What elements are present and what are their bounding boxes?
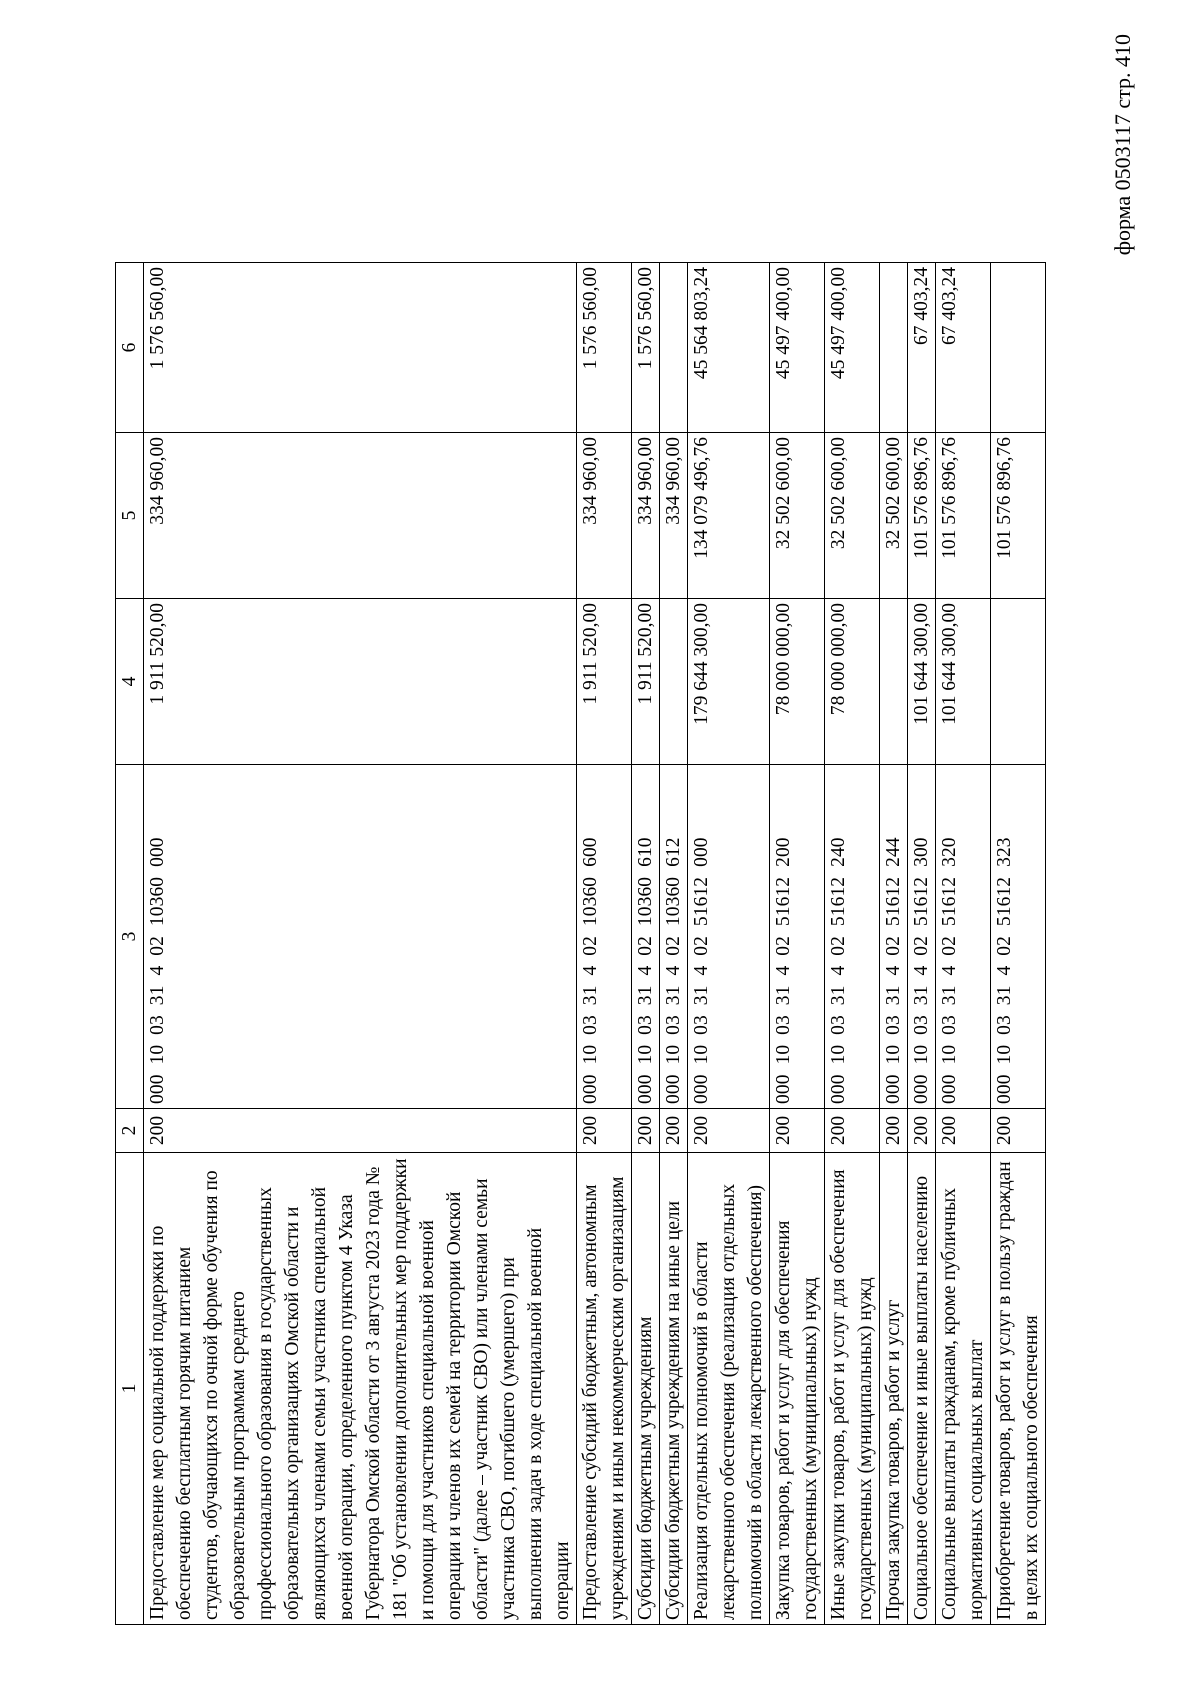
row-executed: 101 576 896,76 bbox=[991, 433, 1046, 599]
row-line-code: 200 bbox=[908, 1109, 936, 1153]
row-budget-code: 000 10 03 31 4 02 51612 000 bbox=[688, 765, 770, 1109]
row-approved bbox=[880, 599, 908, 765]
table-row bbox=[908, 263, 936, 1625]
column-header: 5 bbox=[116, 433, 144, 599]
row-name: Прочая закупка товаров, работ и услуг bbox=[880, 1153, 908, 1625]
row-executed: 32 502 600,00 bbox=[880, 433, 908, 599]
row-executed: 134 079 496,76 bbox=[688, 433, 770, 599]
row-line-code: 200 bbox=[660, 1109, 688, 1153]
column-header: 6 bbox=[116, 263, 144, 433]
row-executed: 334 960,00 bbox=[660, 433, 688, 599]
row-line-code: 200 bbox=[632, 1109, 660, 1153]
row-budget-code: 000 10 03 31 4 02 51612 323 bbox=[991, 765, 1046, 1109]
column-header: 3 bbox=[116, 765, 144, 1109]
row-approved: 179 644 300,00 bbox=[688, 599, 770, 765]
row-name: Закупка товаров, работ и услуг для обеспечения государственных (муниципальных) нужд bbox=[770, 1153, 825, 1625]
row-approved bbox=[991, 599, 1046, 765]
row-approved: 1 911 520,00 bbox=[577, 599, 632, 765]
row-budget-code: 000 10 03 31 4 02 51612 200 bbox=[770, 765, 825, 1109]
row-name: Приобретение товаров, работ и услуг в пользу граждан в целях их социального обеспечения bbox=[991, 1153, 1046, 1625]
table-row bbox=[880, 263, 908, 1625]
row-approved bbox=[660, 599, 688, 765]
row-name: Субсидии бюджетным учреждениям bbox=[632, 1153, 660, 1625]
row-approved: 78 000 000,00 bbox=[825, 599, 880, 765]
table-row bbox=[936, 263, 991, 1625]
row-budget-code: 000 10 03 31 4 02 51612 244 bbox=[880, 765, 908, 1109]
row-line-code: 200 bbox=[688, 1109, 770, 1153]
row-approved: 1 911 520,00 bbox=[632, 599, 660, 765]
table-row bbox=[688, 263, 770, 1625]
row-approved: 101 644 300,00 bbox=[936, 599, 991, 765]
row-unexecuted: 45 497 400,00 bbox=[825, 263, 880, 433]
row-unexecuted bbox=[660, 263, 688, 433]
row-budget-code: 000 10 03 31 4 02 10360 610 bbox=[632, 765, 660, 1109]
row-budget-code: 000 10 03 31 4 02 10360 600 bbox=[577, 765, 632, 1109]
budget-execution-table bbox=[115, 262, 1046, 1625]
row-approved: 101 644 300,00 bbox=[908, 599, 936, 765]
table-row bbox=[632, 263, 660, 1625]
table-row bbox=[577, 263, 632, 1625]
row-unexecuted: 67 403,24 bbox=[908, 263, 936, 433]
row-executed: 101 576 896,76 bbox=[936, 433, 991, 599]
row-approved: 1 911 520,00 bbox=[144, 599, 577, 765]
row-name: Иные закупки товаров, работ и услуг для обеспечения государственных (муниципальных) нужд bbox=[825, 1153, 880, 1625]
row-line-code: 200 bbox=[144, 1109, 577, 1153]
row-line-code: 200 bbox=[991, 1109, 1046, 1153]
row-line-code: 200 bbox=[880, 1109, 908, 1153]
row-budget-code: 000 10 03 31 4 02 51612 240 bbox=[825, 765, 880, 1109]
row-name: Предоставление субсидий бюджетным, автономным учреждениям и иным некоммерческим организациям bbox=[577, 1153, 632, 1625]
row-line-code: 200 bbox=[936, 1109, 991, 1153]
row-budget-code: 000 10 03 31 4 02 10360 000 bbox=[144, 765, 577, 1109]
row-executed: 32 502 600,00 bbox=[770, 433, 825, 599]
row-line-code: 200 bbox=[577, 1109, 632, 1153]
row-line-code: 200 bbox=[770, 1109, 825, 1153]
column-header: 2 bbox=[116, 1109, 144, 1153]
row-unexecuted: 67 403,24 bbox=[936, 263, 991, 433]
row-unexecuted bbox=[880, 263, 908, 433]
column-number-row bbox=[116, 263, 144, 1625]
row-name: Социальное обеспечение и иные выплаты населению bbox=[908, 1153, 936, 1625]
row-unexecuted: 45 564 803,24 bbox=[688, 263, 770, 433]
row-name: Предоставление мер социальной поддержки по обеспечению бесплатным горячим питанием студентов, обучающихся по очной форме обучения по образовательным программам среднего профессионального образования в государственных образовательных организациях Омской области и являющихся членами семьи участника специальной военной операции, определенного пунктом 4 Указа Губернатора Омской области от 3 августа 2023 года № 181 "Об установлении дополнительных мер поддержки и помощи для участников специальной военной операции и членов их семей на территории Омской области" (далее – участник СВО) или членами семьи участника СВО, погибшего (умершего) при выполнении задач в ходе специальной военной операции bbox=[144, 1153, 577, 1625]
row-line-code: 200 bbox=[825, 1109, 880, 1153]
table-row bbox=[991, 263, 1046, 1625]
row-approved: 78 000 000,00 bbox=[770, 599, 825, 765]
row-executed: 334 960,00 bbox=[632, 433, 660, 599]
row-budget-code: 000 10 03 31 4 02 51612 300 bbox=[908, 765, 936, 1109]
row-budget-code: 000 10 03 31 4 02 10360 612 bbox=[660, 765, 688, 1109]
form-page-label: форма 0503117 стр. 410 bbox=[1110, 34, 1135, 256]
row-executed: 101 576 896,76 bbox=[908, 433, 936, 599]
table-row bbox=[660, 263, 688, 1625]
column-header: 1 bbox=[116, 1153, 144, 1625]
row-unexecuted: 1 576 560,00 bbox=[144, 263, 577, 433]
row-name: Реализация отдельных полномочий в области лекарственного обеспечения (реализация отдельных полномочий в области лекарственного обеспечения) bbox=[688, 1153, 770, 1625]
row-unexecuted: 1 576 560,00 bbox=[632, 263, 660, 433]
row-executed: 32 502 600,00 bbox=[825, 433, 880, 599]
row-budget-code: 000 10 03 31 4 02 51612 320 bbox=[936, 765, 991, 1109]
row-unexecuted: 45 497 400,00 bbox=[770, 263, 825, 433]
row-unexecuted bbox=[991, 263, 1046, 433]
column-header: 4 bbox=[116, 599, 144, 765]
table-row bbox=[144, 263, 577, 1625]
row-executed: 334 960,00 bbox=[577, 433, 632, 599]
table-row bbox=[770, 263, 825, 1625]
row-name: Субсидии бюджетным учреждениям на иные цели bbox=[660, 1153, 688, 1625]
row-unexecuted: 1 576 560,00 bbox=[577, 263, 632, 433]
row-name: Социальные выплаты гражданам, кроме публичных нормативных социальных выплат bbox=[936, 1153, 991, 1625]
table-row bbox=[825, 263, 880, 1625]
row-executed: 334 960,00 bbox=[144, 433, 577, 599]
